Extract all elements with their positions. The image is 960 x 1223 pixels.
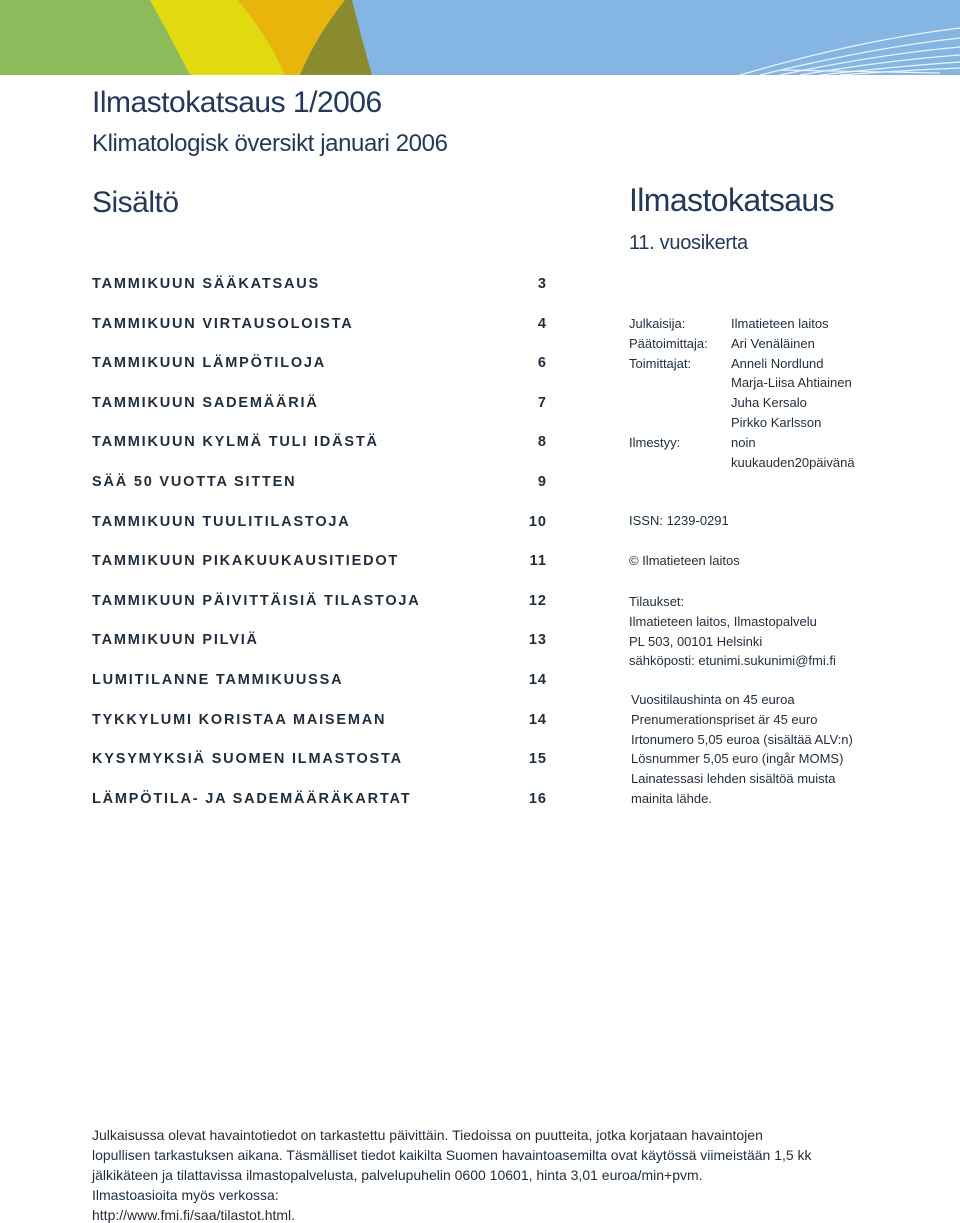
table-of-contents bbox=[92, 264, 547, 818]
orders-email: sähköposti: etunimi.sukunimi@fmi.fi bbox=[629, 653, 836, 669]
toc-item-label: TAMMIKUUN PILVIÄ bbox=[92, 632, 259, 649]
price-line: Prenumerationspriset är 45 euro bbox=[631, 711, 818, 727]
staff-row bbox=[629, 354, 929, 374]
toc-item bbox=[92, 700, 547, 740]
toc-item-page: 6 bbox=[537, 355, 547, 372]
toc-item-page: 4 bbox=[537, 315, 547, 332]
staff-name: kuukauden20päivänä bbox=[731, 454, 855, 470]
orders-line: Ilmatieteen laitos, Ilmastopalvelu bbox=[629, 613, 817, 629]
footer-note bbox=[92, 1126, 892, 1223]
footer-line: jälkikäteen ja tilattavissa ilmastopalvelusta, palvelupuhelin 0600 10601, hinta 3,01 euroa/min+pvm. bbox=[92, 1166, 703, 1183]
staff-name: noin bbox=[731, 434, 756, 450]
toc-item-label: LÄMPÖTILA- JA SADEMÄÄRÄKARTAT bbox=[92, 790, 412, 807]
toc-item-label: TAMMIKUUN TUULITILASTOJA bbox=[92, 513, 351, 530]
footer-url: http://www.fmi.fi/saa/tilastot.html. bbox=[92, 1206, 296, 1223]
prices-block bbox=[631, 690, 853, 809]
toc-item-page: 13 bbox=[528, 632, 547, 649]
footer-line: Ilmastoasioita myös verkossa: bbox=[92, 1186, 279, 1203]
toc-item bbox=[92, 620, 547, 660]
toc-item-label: LUMITILANNE TAMMIKUUSSA bbox=[92, 671, 344, 688]
staff-name: Marja-Liisa Ahtiainen bbox=[731, 375, 852, 391]
staff-name: Anneli Nordlund bbox=[731, 355, 824, 371]
toc-item bbox=[92, 660, 547, 700]
publication-title: Ilmastokatsaus 1/2006 bbox=[92, 86, 382, 119]
staff-row bbox=[629, 314, 929, 334]
staff-name: Ilmatieteen laitos bbox=[731, 316, 829, 331]
orders-line: PL 503, 00101 Helsinki bbox=[629, 633, 763, 649]
toc-item bbox=[92, 541, 547, 581]
toc-item-label: TAMMIKUUN VIRTAUSOLOISTA bbox=[92, 315, 354, 332]
staff-row bbox=[629, 413, 929, 433]
staff-row bbox=[629, 393, 929, 413]
orders-block bbox=[629, 592, 836, 671]
toc-item-page: 3 bbox=[537, 276, 547, 292]
staff-role: Toimittajat: bbox=[629, 355, 692, 371]
staff-row bbox=[629, 433, 929, 453]
toc-item-label: TAMMIKUUN PÄIVITTÄISIÄ TILASTOJA bbox=[92, 592, 421, 609]
toc-item bbox=[92, 343, 547, 383]
toc-heading: Sisältö bbox=[92, 186, 179, 219]
toc-item bbox=[92, 422, 547, 462]
toc-item-page: 14 bbox=[528, 671, 547, 688]
staff-role: Päätoimittaja: bbox=[629, 335, 708, 351]
staff-role: Julkaisija: bbox=[629, 316, 686, 331]
staff-row bbox=[629, 334, 929, 354]
toc-item-label: SÄÄ 50 VUOTTA SITTEN bbox=[92, 473, 297, 490]
toc-item bbox=[92, 383, 547, 423]
staff-list bbox=[629, 314, 929, 472]
footer-line: lopullisen tarkastuksen aikana. Täsmälliset tiedot kaikilta Suomen havaintoasemilta ovat käytössä viimeistään 1,5 kk bbox=[92, 1146, 812, 1163]
copyright-text: © Ilmatieteen laitos bbox=[629, 553, 740, 568]
toc-item-page: 12 bbox=[528, 592, 547, 609]
orders-heading: Tilaukset: bbox=[629, 594, 685, 609]
toc-item-page: 16 bbox=[528, 790, 547, 807]
price-line: Lösnummer 5,05 euro (ingår MOMS) bbox=[631, 751, 844, 767]
staff-row bbox=[629, 373, 929, 393]
toc-item-page: 10 bbox=[528, 513, 547, 530]
toc-item-label: TAMMIKUUN PIKAKUUKAUSITIEDOT bbox=[92, 553, 400, 570]
toc-item bbox=[92, 304, 547, 344]
toc-item bbox=[92, 779, 547, 819]
price-line: mainita lähde. bbox=[631, 790, 712, 806]
sidebar-title: Ilmastokatsaus bbox=[629, 182, 835, 218]
price-line: Lainatessasi lehden sisältöä muista bbox=[631, 771, 836, 787]
toc-item-label: TYKKYLUMI KORISTAA MAISEMAN bbox=[92, 711, 387, 728]
price-line: Vuositilaushinta on 45 euroa bbox=[631, 692, 795, 707]
footer-line: Julkaisussa olevat havaintotiedot on tarkastettu päivittäin. Tiedoissa on puutteita, jotka korjataan havaintojen bbox=[92, 1127, 763, 1143]
toc-item-label: KYSYMYKSIÄ SUOMEN ILMASTOSTA bbox=[92, 751, 403, 768]
decorative-banner bbox=[0, 0, 960, 75]
staff-name: Ari Venäläinen bbox=[731, 335, 815, 351]
toc-item-label: TAMMIKUUN SÄÄKATSAUS bbox=[92, 276, 320, 292]
staff-role: Ilmestyy: bbox=[629, 434, 681, 450]
staff-name: Pirkko Karlsson bbox=[731, 414, 822, 430]
staff-row bbox=[629, 453, 929, 473]
toc-item-label: TAMMIKUUN KYLMÄ TULI IDÄSTÄ bbox=[92, 434, 379, 451]
publication-subtitle: Klimatologisk översikt januari 2006 bbox=[92, 130, 448, 157]
toc-item-page: 8 bbox=[537, 434, 547, 451]
toc-item bbox=[92, 462, 547, 502]
toc-item-label: TAMMIKUUN SADEMÄÄRIÄ bbox=[92, 394, 319, 411]
staff-name: Juha Kersalo bbox=[731, 395, 807, 411]
toc-item bbox=[92, 581, 547, 621]
toc-item-page: 14 bbox=[528, 711, 547, 728]
issn-text: ISSN: 1239-0291 bbox=[629, 513, 729, 528]
toc-item bbox=[92, 739, 547, 779]
toc-item-page: 11 bbox=[529, 553, 547, 570]
toc-item bbox=[92, 264, 547, 304]
sidebar-volume: 11. vuosikerta bbox=[629, 232, 748, 254]
toc-item bbox=[92, 502, 547, 542]
price-line: Irtonumero 5,05 euroa (sisältää ALV:n) bbox=[631, 731, 853, 747]
toc-item-page: 15 bbox=[528, 751, 547, 768]
toc-item-label: TAMMIKUUN LÄMPÖTILOJA bbox=[92, 355, 327, 372]
toc-item-page: 7 bbox=[537, 394, 547, 411]
toc-item-page: 9 bbox=[537, 473, 547, 490]
